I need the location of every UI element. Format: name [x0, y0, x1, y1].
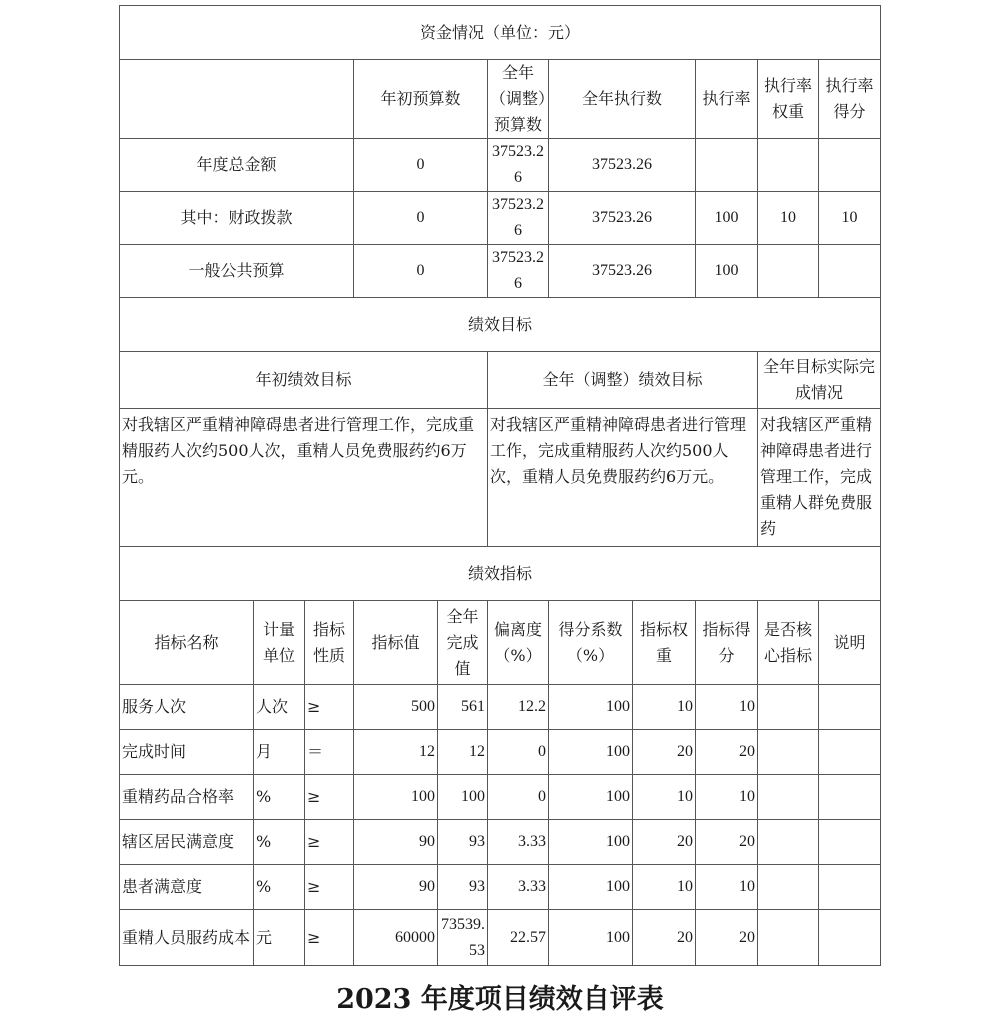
funds-row-adjusted: 37523.26	[488, 139, 549, 192]
ind-target: 500	[354, 685, 438, 730]
ind-actual: 12	[438, 730, 488, 775]
ind-nature: ≥	[305, 820, 354, 865]
ind-core	[758, 730, 819, 775]
ind-header-deviation: 偏离度（%）	[488, 601, 549, 685]
ind-core	[758, 685, 819, 730]
funds-row-label: 其中：财政拨款	[120, 192, 354, 245]
ind-actual: 73539.53	[438, 910, 488, 966]
funds-header-rate: 执行率	[696, 60, 758, 139]
ind-header-actual: 全年完成值	[438, 601, 488, 685]
ind-coef: 100	[549, 910, 633, 966]
ind-coef: 100	[549, 820, 633, 865]
goals-header-actual: 全年目标实际完成情况	[758, 352, 881, 409]
ind-target: 90	[354, 820, 438, 865]
funds-row-score	[819, 245, 881, 298]
ind-header-nature: 指标性质	[305, 601, 354, 685]
ind-unit: 元	[254, 910, 305, 966]
ind-coef: 100	[549, 730, 633, 775]
ind-name: 重精人员服药成本	[120, 910, 254, 966]
ind-header-core: 是否核心指标	[758, 601, 819, 685]
ind-actual: 93	[438, 865, 488, 910]
funds-header-executed: 全年执行数	[549, 60, 696, 139]
indicator-row	[120, 775, 881, 820]
ind-score: 20	[696, 910, 758, 966]
funds-header-weight: 执行率权重	[758, 60, 819, 139]
funds-row-executed: 37523.26	[549, 139, 696, 192]
ind-name: 服务人次	[120, 685, 254, 730]
ind-name: 患者满意度	[120, 865, 254, 910]
ind-unit: %	[254, 865, 305, 910]
indicator-row	[120, 730, 881, 775]
ind-core	[758, 910, 819, 966]
goals-header-adjusted: 全年（调整）绩效目标	[488, 352, 758, 409]
indicator-row	[120, 865, 881, 910]
funds-row-rate: 100	[696, 192, 758, 245]
ind-nature: ≥	[305, 685, 354, 730]
page-title: 2023 年度项目绩效自评表	[336, 984, 664, 1015]
ind-deviation: 3.33	[488, 820, 549, 865]
ind-weight: 20	[633, 910, 696, 966]
ind-deviation: 12.2	[488, 685, 549, 730]
funds-row-executed: 37523.26	[549, 192, 696, 245]
ind-score: 20	[696, 730, 758, 775]
ind-nature: ＝	[305, 730, 354, 775]
ind-note	[819, 730, 881, 775]
ind-name: 辖区居民满意度	[120, 820, 254, 865]
indicator-row	[120, 820, 881, 865]
funds-row-label: 年度总金额	[120, 139, 354, 192]
ind-nature: ≥	[305, 910, 354, 966]
ind-nature: ≥	[305, 775, 354, 820]
funds-row-weight: 10	[758, 192, 819, 245]
ind-header-name: 指标名称	[120, 601, 254, 685]
ind-header-target: 指标值	[354, 601, 438, 685]
ind-unit: %	[254, 820, 305, 865]
ind-deviation: 0	[488, 730, 549, 775]
ind-deviation: 22.57	[488, 910, 549, 966]
goals-heading: 绩效目标	[120, 298, 881, 352]
ind-score: 20	[696, 820, 758, 865]
funds-row-initial: 0	[354, 139, 488, 192]
ind-score: 10	[696, 775, 758, 820]
ind-core	[758, 775, 819, 820]
goals-text-actual: 对我辖区严重精神障碍患者进行管理工作，完成重精人群免费服药	[758, 409, 881, 547]
ind-header-note: 说明	[819, 601, 881, 685]
ind-coef: 100	[549, 865, 633, 910]
funds-row	[120, 139, 881, 192]
indicator-row	[120, 910, 881, 966]
funds-row-rate	[696, 139, 758, 192]
ind-weight: 20	[633, 730, 696, 775]
ind-deviation: 3.33	[488, 865, 549, 910]
ind-coef: 100	[549, 775, 633, 820]
indicator-row	[120, 685, 881, 730]
ind-deviation: 0	[488, 775, 549, 820]
ind-header-score: 指标得分	[696, 601, 758, 685]
ind-actual: 100	[438, 775, 488, 820]
ind-weight: 10	[633, 865, 696, 910]
funds-row-score: 10	[819, 192, 881, 245]
ind-header-weight: 指标权重	[633, 601, 696, 685]
ind-name: 完成时间	[120, 730, 254, 775]
ind-actual: 93	[438, 820, 488, 865]
ind-note	[819, 775, 881, 820]
ind-target: 12	[354, 730, 438, 775]
ind-note	[819, 685, 881, 730]
funds-row-adjusted: 37523.26	[488, 245, 549, 298]
funds-row-rate: 100	[696, 245, 758, 298]
funds-header-score: 执行率得分	[819, 60, 881, 139]
ind-score: 10	[696, 865, 758, 910]
ind-unit: 月	[254, 730, 305, 775]
funds-row-initial: 0	[354, 192, 488, 245]
ind-weight: 10	[633, 775, 696, 820]
funds-header-adjusted: 全年（调整）预算数	[488, 60, 549, 139]
funds-heading: 资金情况（单位：元）	[120, 6, 881, 60]
indicators-heading: 绩效指标	[120, 547, 881, 601]
ind-target: 100	[354, 775, 438, 820]
performance-table	[119, 5, 881, 966]
ind-coef: 100	[549, 685, 633, 730]
ind-weight: 20	[633, 820, 696, 865]
ind-header-coef: 得分系数（%）	[549, 601, 633, 685]
ind-target: 90	[354, 865, 438, 910]
ind-actual: 561	[438, 685, 488, 730]
goals-text-adjusted: 对我辖区严重精神障碍患者进行管理工作，完成重精服药人次约500人次，重精人员免费服药约6万元。	[488, 409, 758, 547]
ind-header-unit: 计量单位	[254, 601, 305, 685]
funds-row-initial: 0	[354, 245, 488, 298]
funds-header-blank	[120, 60, 354, 139]
ind-core	[758, 820, 819, 865]
ind-weight: 10	[633, 685, 696, 730]
funds-row-weight	[758, 245, 819, 298]
goals-text-initial: 对我辖区严重精神障碍患者进行管理工作，完成重精服药人次约500人次，重精人员免费服药约6万元。	[120, 409, 488, 547]
ind-note	[819, 820, 881, 865]
funds-row	[120, 245, 881, 298]
ind-note	[819, 865, 881, 910]
ind-nature: ≥	[305, 865, 354, 910]
funds-row-label: 一般公共预算	[120, 245, 354, 298]
funds-row-executed: 37523.26	[549, 245, 696, 298]
funds-row-score	[819, 139, 881, 192]
ind-core	[758, 865, 819, 910]
funds-row-adjusted: 37523.26	[488, 192, 549, 245]
ind-note	[819, 910, 881, 966]
funds-row-weight	[758, 139, 819, 192]
ind-unit: 人次	[254, 685, 305, 730]
ind-target: 60000	[354, 910, 438, 966]
ind-score: 10	[696, 685, 758, 730]
funds-header-initial: 年初预算数	[354, 60, 488, 139]
goals-header-initial: 年初绩效目标	[120, 352, 488, 409]
ind-name: 重精药品合格率	[120, 775, 254, 820]
funds-row	[120, 192, 881, 245]
ind-unit: %	[254, 775, 305, 820]
